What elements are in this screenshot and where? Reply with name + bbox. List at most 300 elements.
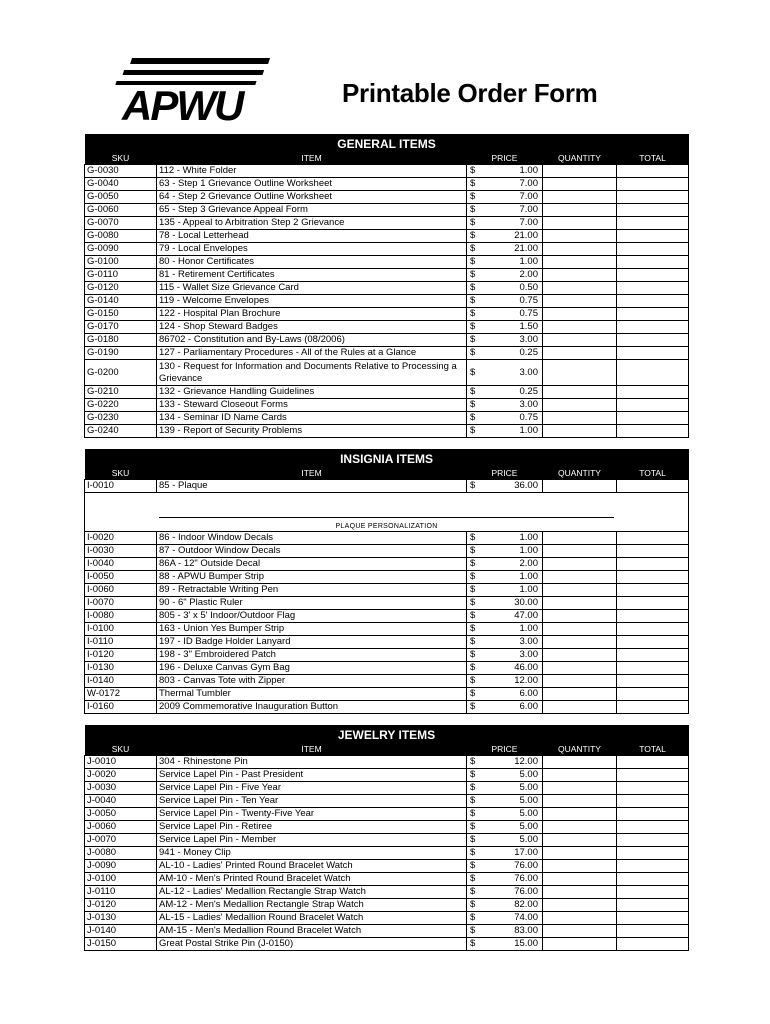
currency-symbol: $ [467,610,485,623]
sku-cell: G-0030 [85,165,157,178]
sku-cell: J-0130 [85,912,157,925]
column-header-quantity: QUANTITY [543,153,617,165]
sku-cell: I-0020 [85,532,157,545]
total-field [617,480,689,493]
currency-symbol: $ [467,558,485,571]
column-header-item: ITEM [157,153,467,165]
sku-cell: W-0172 [85,688,157,701]
table-row [85,386,689,399]
quantity-field[interactable] [543,769,617,782]
item-cell: Great Postal Strike Pin (J-0150) [157,938,467,951]
quantity-field[interactable] [543,834,617,847]
total-field [617,925,689,938]
total-field [617,334,689,347]
price-cell: 2.00 [485,269,543,282]
currency-symbol: $ [467,191,485,204]
price-cell: 83.00 [485,925,543,938]
table-row [85,821,689,834]
price-cell: 15.00 [485,938,543,951]
item-cell: 133 - Steward Closeout Forms [157,399,467,412]
table-row [85,545,689,558]
quantity-field[interactable] [543,925,617,938]
currency-symbol: $ [467,821,485,834]
sku-cell: G-0150 [85,308,157,321]
price-cell: 3.00 [485,334,543,347]
total-field [617,321,689,334]
price-cell: 3.00 [485,360,543,386]
sku-cell: G-0060 [85,204,157,217]
sku-cell: I-0010 [85,480,157,493]
item-cell: 89 - Retractable Writing Pen [157,584,467,597]
table-row [85,623,689,636]
table-row [85,860,689,873]
total-field [617,532,689,545]
item-cell: 132 - Grievance Handling Guidelines [157,386,467,399]
item-cell: 115 - Wallet Size Grievance Card [157,282,467,295]
price-cell: 21.00 [485,243,543,256]
item-cell: Service Lapel Pin - Five Year [157,782,467,795]
price-cell: 5.00 [485,769,543,782]
table-row [85,191,689,204]
table-row [85,938,689,951]
currency-symbol: $ [467,623,485,636]
sku-cell: J-0040 [85,795,157,808]
quantity-field[interactable] [543,243,617,256]
jewelry-items-table [84,725,689,951]
currency-symbol: $ [467,165,485,178]
total-field [617,399,689,412]
quantity-field[interactable] [543,399,617,412]
price-cell: 0.75 [485,308,543,321]
sku-cell: G-0240 [85,425,157,438]
table-row [85,178,689,191]
quantity-field[interactable] [543,256,617,269]
column-header-total: TOTAL [617,468,689,480]
column-header-sku: SKU [85,744,157,756]
total-field [617,821,689,834]
sku-cell: J-0060 [85,821,157,834]
table-row [85,675,689,688]
item-cell: Service Lapel Pin - Past President [157,769,467,782]
column-header-row [85,468,689,480]
quantity-field[interactable] [543,662,617,675]
column-header-row [85,153,689,165]
quantity-field[interactable] [543,886,617,899]
item-cell: Service Lapel Pin - Retiree [157,821,467,834]
price-cell: 12.00 [485,756,543,769]
item-cell: 87 - Outdoor Window Decals [157,545,467,558]
quantity-field[interactable] [543,571,617,584]
table-row [85,649,689,662]
sku-cell: G-0190 [85,347,157,360]
price-cell: 21.00 [485,230,543,243]
quantity-field[interactable] [543,756,617,769]
quantity-field[interactable] [543,217,617,230]
sku-cell: G-0050 [85,191,157,204]
currency-symbol: $ [467,782,485,795]
table-row [85,243,689,256]
sku-cell: G-0210 [85,386,157,399]
quantity-field[interactable] [543,165,617,178]
item-cell: AL-12 - Ladies' Medallion Rectangle Strap Watch [157,886,467,899]
price-cell: 7.00 [485,191,543,204]
item-cell: 119 - Welcome Envelopes [157,295,467,308]
table-row [85,165,689,178]
total-field [617,623,689,636]
item-cell: AL-10 - Ladies' Printed Round Bracelet Watch [157,860,467,873]
currency-symbol: $ [467,386,485,399]
item-cell: 63 - Step 1 Grievance Outline Worksheet [157,178,467,191]
item-cell: 196 - Deluxe Canvas Gym Bag [157,662,467,675]
currency-symbol: $ [467,899,485,912]
total-field [617,675,689,688]
sku-cell: G-0070 [85,217,157,230]
quantity-field[interactable] [543,873,617,886]
total-field [617,412,689,425]
price-cell: 1.50 [485,321,543,334]
sku-cell: G-0040 [85,178,157,191]
price-cell: 7.00 [485,178,543,191]
total-field [617,282,689,295]
currency-symbol: $ [467,636,485,649]
sku-cell: G-0090 [85,243,157,256]
item-cell: 127 - Parliamentary Procedures - All of the Rules at a Glance [157,347,467,360]
quantity-field[interactable] [543,282,617,295]
column-header-price: PRICE [467,153,543,165]
total-field [617,425,689,438]
table-row [85,571,689,584]
total-field [617,636,689,649]
currency-symbol: $ [467,295,485,308]
price-cell: 1.00 [485,256,543,269]
total-field [617,782,689,795]
jewelry-items-body [85,725,689,951]
total-field [617,571,689,584]
general-items-body [85,134,689,438]
price-cell: 0.50 [485,282,543,295]
currency-symbol: $ [467,532,485,545]
item-cell: 78 - Local Letterhead [157,230,467,243]
section-header [85,725,689,744]
quantity-field[interactable] [543,295,617,308]
table-row [85,597,689,610]
quantity-field[interactable] [543,425,617,438]
section-title: INSIGNIA ITEMS [85,449,689,468]
sku-cell: I-0120 [85,649,157,662]
quantity-field[interactable] [543,308,617,321]
total-field [617,769,689,782]
table-row [85,256,689,269]
sku-cell: G-0200 [85,360,157,386]
price-cell: 0.75 [485,412,543,425]
total-field [617,808,689,821]
quantity-field[interactable] [543,610,617,623]
item-cell: Service Lapel Pin - Member [157,834,467,847]
sku-cell: I-0110 [85,636,157,649]
quantity-field[interactable] [543,360,617,386]
sku-cell: G-0110 [85,269,157,282]
price-cell: 3.00 [485,636,543,649]
price-cell: 1.00 [485,425,543,438]
table-row [85,347,689,360]
quantity-field[interactable] [543,782,617,795]
quantity-field[interactable] [543,178,617,191]
column-header-row [85,744,689,756]
price-cell: 76.00 [485,860,543,873]
quantity-field[interactable] [543,412,617,425]
sku-cell: J-0120 [85,899,157,912]
price-cell: 5.00 [485,834,543,847]
quantity-field[interactable] [543,675,617,688]
quantity-field[interactable] [543,860,617,873]
total-field [617,912,689,925]
price-cell: 12.00 [485,675,543,688]
sku-cell: I-0040 [85,558,157,571]
currency-symbol: $ [467,269,485,282]
price-cell: 36.00 [485,480,543,493]
item-cell: 941 - Money Clip [157,847,467,860]
price-cell: 74.00 [485,912,543,925]
sku-cell: J-0020 [85,769,157,782]
sku-cell: J-0150 [85,938,157,951]
column-header-price: PRICE [467,468,543,480]
personalization-label: PLAQUE PERSONALIZATION [335,523,438,530]
column-header-sku: SKU [85,468,157,480]
total-field [617,165,689,178]
item-cell: 80 - Honor Certificates [157,256,467,269]
total-field [617,860,689,873]
table-row [85,282,689,295]
total-field [617,649,689,662]
currency-symbol: $ [467,425,485,438]
quantity-field[interactable] [543,938,617,951]
quantity-field[interactable] [543,334,617,347]
item-cell: 130 - Request for Information and Documents Relative to Processing a Grievance [157,360,467,386]
quantity-field[interactable] [543,821,617,834]
item-cell: 65 - Step 3 Grievance Appeal Form [157,204,467,217]
sku-cell: I-0140 [85,675,157,688]
quantity-field[interactable] [543,532,617,545]
quantity-field[interactable] [543,558,617,571]
item-cell: 803 - Canvas Tote with Zipper [157,675,467,688]
price-cell: 6.00 [485,701,543,714]
total-field [617,834,689,847]
table-row [85,217,689,230]
item-cell: 135 - Appeal to Arbitration Step 2 Grievance [157,217,467,230]
sku-cell: G-0120 [85,282,157,295]
item-cell: 304 - Rhinestone Pin [157,756,467,769]
quantity-field[interactable] [543,688,617,701]
column-header-sku: SKU [85,153,157,165]
item-cell: 88 - APWU Bumper Strip [157,571,467,584]
price-cell: 76.00 [485,886,543,899]
column-header-item: ITEM [157,468,467,480]
currency-symbol: $ [467,321,485,334]
currency-symbol: $ [467,769,485,782]
currency-symbol: $ [467,217,485,230]
currency-symbol: $ [467,347,485,360]
table-row [85,412,689,425]
currency-symbol: $ [467,662,485,675]
total-field [617,584,689,597]
quantity-field[interactable] [543,636,617,649]
price-cell: 7.00 [485,204,543,217]
total-field [617,688,689,701]
currency-symbol: $ [467,571,485,584]
personalization-line [159,517,614,518]
price-cell: 0.25 [485,386,543,399]
quantity-field[interactable] [543,584,617,597]
column-header-item: ITEM [157,744,467,756]
currency-symbol: $ [467,847,485,860]
quantity-field[interactable] [543,623,617,636]
table-row [85,795,689,808]
table-row [85,480,689,493]
price-cell: 17.00 [485,847,543,860]
quantity-field[interactable] [543,701,617,714]
item-cell: 198 - 3" Embroidered Patch [157,649,467,662]
quantity-field[interactable] [543,386,617,399]
sku-cell: I-0070 [85,597,157,610]
total-field [617,756,689,769]
total-field [617,558,689,571]
quantity-field[interactable] [543,480,617,493]
price-cell: 82.00 [485,899,543,912]
item-cell: Service Lapel Pin - Twenty-Five Year [157,808,467,821]
table-row [85,769,689,782]
price-cell: 1.00 [485,532,543,545]
total-field [617,204,689,217]
quantity-field[interactable] [543,191,617,204]
item-cell: 2009 Commemorative Inauguration Button [157,701,467,714]
total-field [617,795,689,808]
price-cell: 2.00 [485,558,543,571]
quantity-field[interactable] [543,269,617,282]
table-row [85,782,689,795]
table-row [85,308,689,321]
item-cell: 805 - 3' x 5' Indoor/Outdoor Flag [157,610,467,623]
sku-cell: J-0080 [85,847,157,860]
currency-symbol: $ [467,360,485,386]
price-cell: 30.00 [485,597,543,610]
item-cell: 81 - Retirement Certificates [157,269,467,282]
currency-symbol: $ [467,243,485,256]
price-cell: 5.00 [485,795,543,808]
section-title: GENERAL ITEMS [85,134,689,153]
plaque-personalization-field[interactable] [85,493,689,532]
sku-cell: I-0050 [85,571,157,584]
currency-symbol: $ [467,795,485,808]
price-cell: 6.00 [485,688,543,701]
price-cell: 3.00 [485,649,543,662]
quantity-field[interactable] [543,204,617,217]
price-cell: 5.00 [485,808,543,821]
quantity-field[interactable] [543,795,617,808]
table-row [85,636,689,649]
general-items-table [84,134,689,438]
item-cell: Thermal Tumbler [157,688,467,701]
item-cell: 197 - ID Badge Holder Lanyard [157,636,467,649]
quantity-field[interactable] [543,912,617,925]
table-row [85,558,689,571]
price-cell: 5.00 [485,782,543,795]
table-row [85,204,689,217]
sku-cell: G-0170 [85,321,157,334]
total-field [617,386,689,399]
sku-cell: I-0130 [85,662,157,675]
sku-cell: G-0080 [85,230,157,243]
sku-cell: G-0100 [85,256,157,269]
price-cell: 46.00 [485,662,543,675]
currency-symbol: $ [467,938,485,951]
quantity-field[interactable] [543,649,617,662]
section-header [85,134,689,153]
table-row [85,756,689,769]
total-field [617,347,689,360]
total-field [617,873,689,886]
total-field [617,360,689,386]
currency-symbol: $ [467,834,485,847]
price-cell: 1.00 [485,165,543,178]
quantity-field[interactable] [543,899,617,912]
item-cell: 86702 - Constitution and By-Laws (08/2006) [157,334,467,347]
quantity-field[interactable] [543,808,617,821]
column-header-price: PRICE [467,744,543,756]
currency-symbol: $ [467,756,485,769]
section-header [85,449,689,468]
item-cell: Service Lapel Pin - Ten Year [157,795,467,808]
table-row [85,834,689,847]
item-cell: 90 - 6" Plastic Ruler [157,597,467,610]
item-cell: 122 - Hospital Plan Brochure [157,308,467,321]
item-cell: 112 - White Folder [157,165,467,178]
table-row [85,808,689,821]
sku-cell: I-0100 [85,623,157,636]
total-field [617,899,689,912]
table-row [85,321,689,334]
total-field [617,178,689,191]
total-field [617,269,689,282]
item-cell: 85 - Plaque [157,480,467,493]
sku-cell: G-0140 [85,295,157,308]
currency-symbol: $ [467,925,485,938]
table-row [85,873,689,886]
item-cell: 163 - Union Yes Bumper Strip [157,623,467,636]
item-cell: AM-10 - Men's Printed Round Bracelet Watch [157,873,467,886]
item-cell: AM-12 - Men's Medallion Rectangle Strap Watch [157,899,467,912]
quantity-field[interactable] [543,347,617,360]
total-field [617,243,689,256]
table-row [85,532,689,545]
sku-cell: G-0220 [85,399,157,412]
price-cell: 76.00 [485,873,543,886]
sku-cell: G-0230 [85,412,157,425]
quantity-field[interactable] [543,321,617,334]
quantity-field[interactable] [543,847,617,860]
quantity-field[interactable] [543,230,617,243]
quantity-field[interactable] [543,545,617,558]
sku-cell: J-0110 [85,886,157,899]
page-title: Printable Order Form [342,78,598,108]
sku-cell: J-0070 [85,834,157,847]
price-cell: 1.00 [485,584,543,597]
table-row [85,899,689,912]
currency-symbol: $ [467,808,485,821]
currency-symbol: $ [467,178,485,191]
currency-symbol: $ [467,912,485,925]
quantity-field[interactable] [543,597,617,610]
table-row [85,886,689,899]
